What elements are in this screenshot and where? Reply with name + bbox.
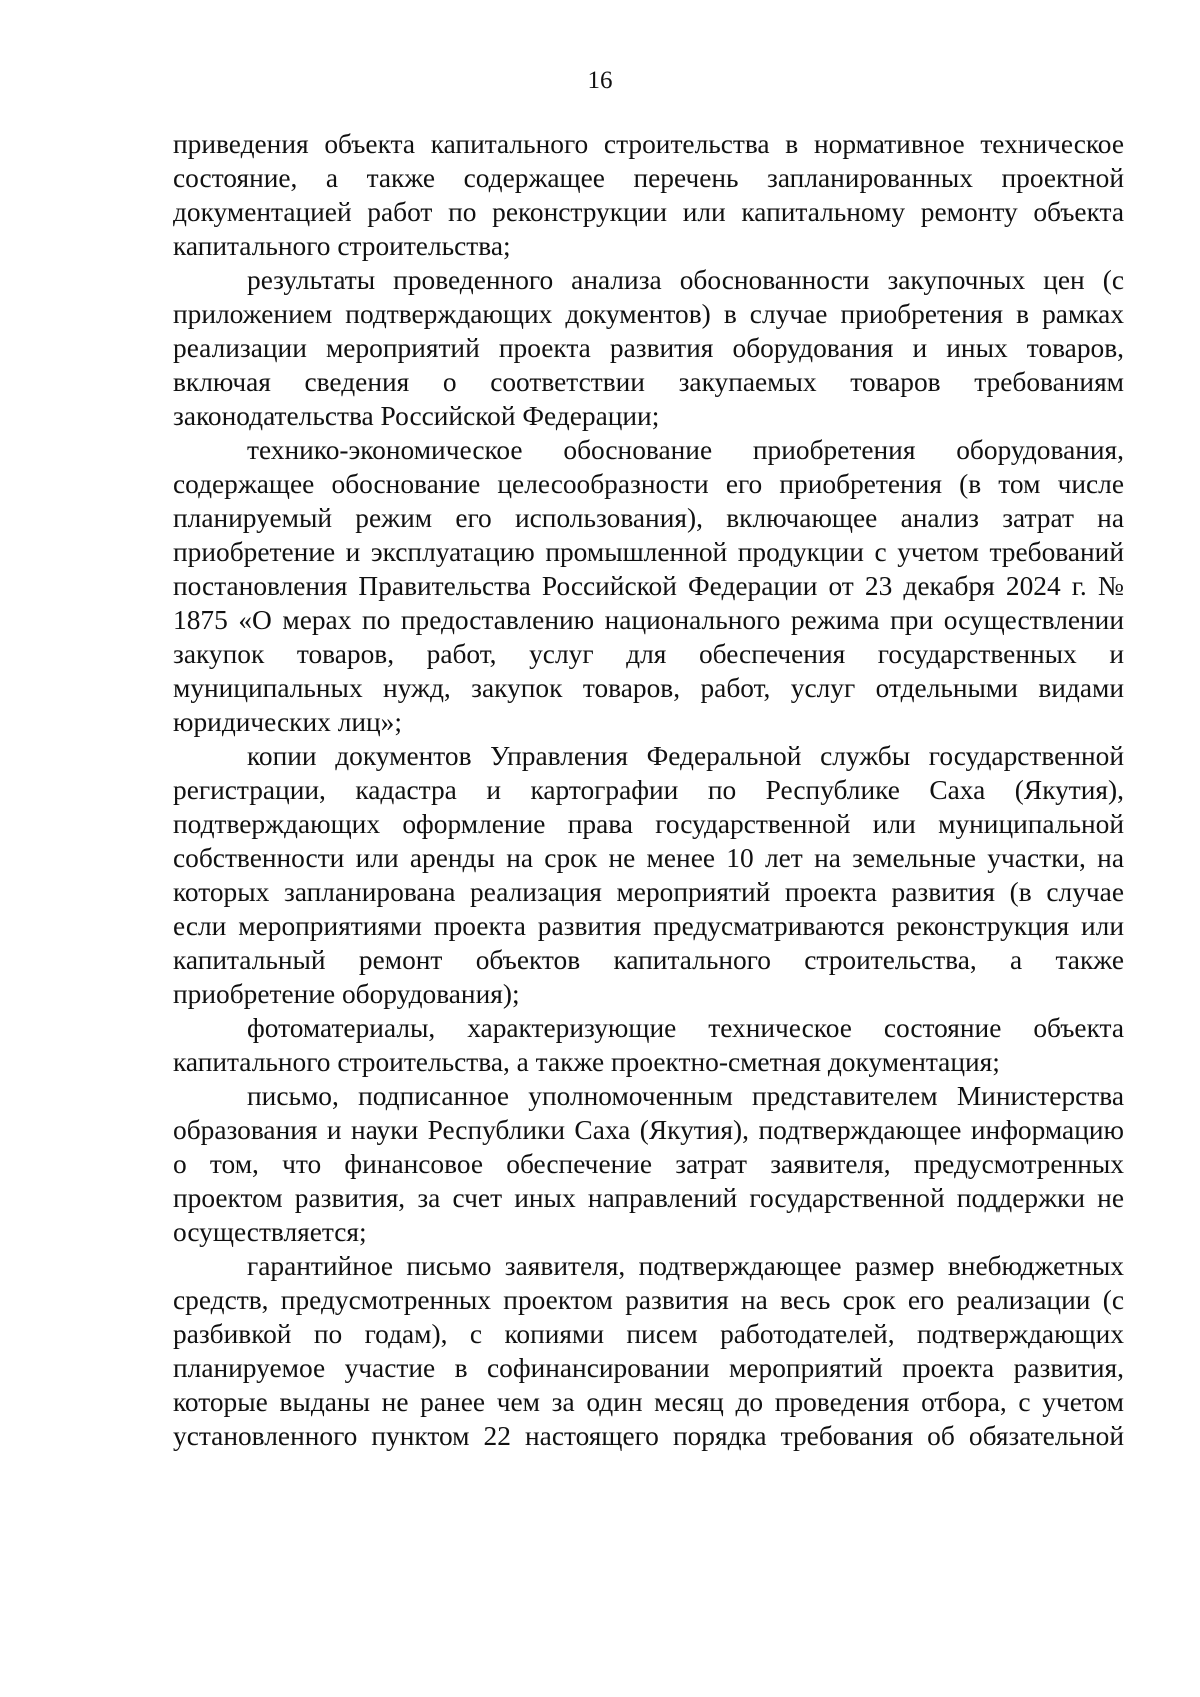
paragraph-continued: приведения объекта капитального строительства в нормативное техническое состояние, а также содержащее перечень запланированных проектной документацией работ по реконструкции или капитальному ремонту объекта капитального строительства; — [173, 129, 1124, 261]
paragraph-photo-materials: фотоматериалы, характеризующие техническое состояние объекта капитального строительства, а также проектно-сметная документация; — [173, 1013, 1124, 1077]
paragraph-ministry-letter: письмо, подписанное уполномоченным представителем Министерства образования и науки Республики Саха (Якутия), подтверждающее информацию о том, что финансовое обеспечение затрат заявителя, предусмотренных проектом развития, за счет иных направлений государственной поддержки не осуществляется; — [173, 1081, 1124, 1247]
page-number: 16 — [587, 67, 613, 94]
paragraph-guarantee-letter: гарантийное письмо заявителя, подтверждающее размер внебюджетных средств, предусмотренных проектом развития на весь срок его реализации (с разбивкой по годам), с копиями писем работодателей, подтверждающих планируемое участие в софинансировании мероприятий проекта развития, которые выданы не ранее чем за один месяц до проведения отбора, с учетом установленного пунктом 22 настоящего порядка требования об обязательной — [173, 1251, 1124, 1451]
paragraph-land-rights-documents: копии документов Управления Федеральной службы государственной регистрации, кадастра и картографии по Республике Саха (Якутия), подтверждающих оформление права государственной или муниципальной собственности или аренды на срок не менее 10 лет на земельные участки, на которых запланирована реализация мероприятий проекта развития (в случае если мероприятиями проекта развития предусматриваются реконструкция или капитальный ремонт объектов капитального строительства, а также приобретение оборудования); — [173, 741, 1124, 1009]
paragraph-feasibility-study: технико-экономическое обоснование приобретения оборудования, содержащее обоснование целесообразности его приобретения (в том числе планируемый режим его использования), включающее анализ затрат на приобретение и эксплуатацию промышленной продукции с учетом требований постановления Правительства Российской Федерации от 23 декабря 2024 г. № 1875 «О мерах по предоставлению национального режима при осуществлении закупок товаров, работ, услуг для обеспечения государственных и муниципальных нужд, закупок товаров, работ, услуг отдельными видами юридических лиц»; — [173, 435, 1124, 737]
document-body — [173, 127, 1124, 1453]
paragraph-price-analysis: результаты проведенного анализа обоснованности закупочных цен (с приложением подтверждающих документов) в случае приобретения в рамках реализации мероприятий проекта развития оборудования и иных товаров, включая сведения о соответствии закупаемых товаров требованиям законодательства Российской Федерации; — [173, 265, 1124, 431]
